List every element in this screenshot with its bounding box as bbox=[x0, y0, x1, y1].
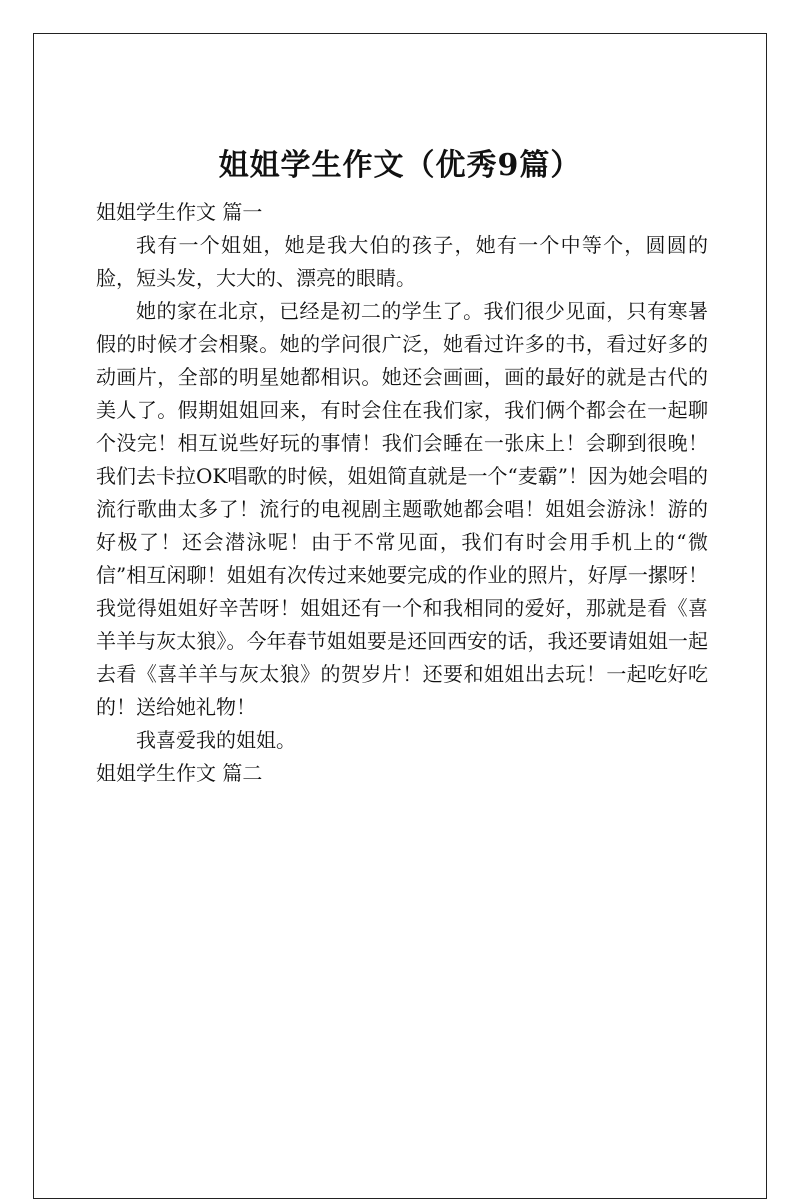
document-body bbox=[96, 196, 708, 790]
section-heading: 姐姐学生作文 篇二 bbox=[96, 761, 263, 785]
paragraph: 她的家在北京，已经是初二的学生了。我们很少见面，只有寒暑假的时候才会相聚。她的学问很广泛，她看过许多的书，看过好多的动画片，全部的明星她都相识。她还会画画，画的最好的就是古代的美人了。假期姐姐回来，有时会住在我们家，我们俩个都会在一起聊个没完！相互说些好玩的事情！我们会睡在一张床上！会聊到很晚！我们去卡拉OK唱歌的时候，姐姐简直就是一个“麦霸”！因为她会唱的流行歌曲太多了！流行的电视剧主题歌她都会唱！姐姐会游泳！游的好极了！还会潜泳呢！由于不常见面，我们有时会用手机上的“微信”相互闲聊！姐姐有次传过来她要完成的作业的照片，好厚一摞呀！我觉得姐姐好辛苦呀！姐姐还有一个和我相同的爱好，那就是看《喜羊羊与灰太狼》。今年春节姐姐要是还回西安的话，我还要请姐姐一起去看《喜羊羊与灰太狼》的贺岁片！还要和姐姐出去玩！一起吃好吃的！送给她礼物！ bbox=[96, 299, 708, 719]
paragraph: 我有一个姐姐，她是我大伯的孩子，她有一个中等个，圆圆的脸，短头发，大大的、漂亮的眼睛。 bbox=[96, 233, 708, 290]
section-heading: 姐姐学生作文 篇一 bbox=[96, 200, 263, 224]
document-title: 姐姐学生作文（优秀9篇） bbox=[218, 148, 582, 184]
paragraph: 我喜爱我的姐姐。 bbox=[136, 728, 296, 752]
